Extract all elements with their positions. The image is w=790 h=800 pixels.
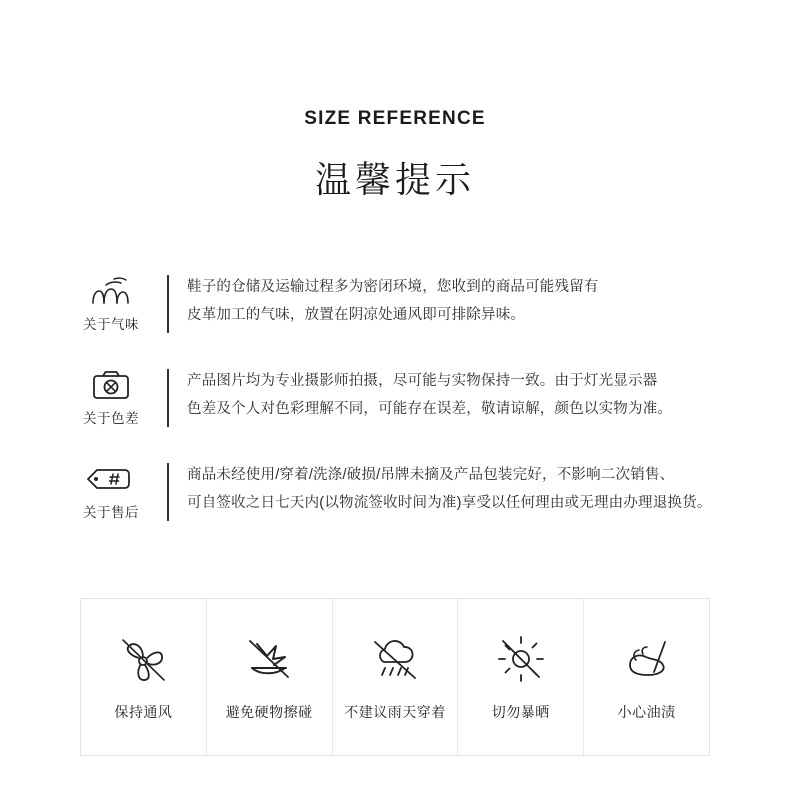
smell-waves-icon	[55, 275, 167, 307]
no-rain-icon	[366, 632, 424, 688]
care-label: 切勿暴晒	[491, 704, 550, 720]
page-title-cn: 温馨提示	[314, 159, 475, 200]
note-icon-column	[55, 273, 167, 333]
care-instructions-grid	[80, 598, 710, 756]
note-text	[187, 461, 750, 517]
care-label: 小心油渍	[617, 704, 676, 720]
oil-stain-icon	[616, 632, 678, 688]
no-sharp-object-icon	[240, 632, 298, 688]
note-row	[55, 273, 750, 335]
note-text-line: 鞋子的仓储及运输过程多为密闭环境，您收到的商品可能残留有	[187, 279, 599, 295]
care-cell	[458, 599, 584, 755]
price-tag-icon	[55, 463, 167, 495]
note-text-line: 可自签收之日七天内(以物流签收时间为准)享受以任何理由或无理由办理退换货。	[187, 495, 712, 511]
page-header	[0, 0, 790, 203]
note-caption: 关于色差	[83, 411, 139, 426]
note-text-line: 商品未经使用/穿着/洗涤/破损/吊牌未摘及产品包装完好，不影响二次销售、	[187, 467, 675, 483]
care-cell	[584, 599, 709, 755]
note-text-line: 色差及个人对色彩理解不同，可能存在误差，敬请谅解，颜色以实物为准。	[187, 401, 673, 417]
note-divider	[167, 369, 169, 427]
care-cell	[333, 599, 459, 755]
care-label: 不建议雨天穿着	[344, 704, 446, 720]
note-icon-column	[55, 367, 167, 427]
camera-icon	[55, 369, 167, 401]
note-caption: 关于气味	[83, 317, 139, 332]
note-divider	[167, 275, 169, 333]
care-label: 避免硬物擦碰	[225, 704, 313, 720]
care-label: 保持通风	[114, 704, 173, 720]
note-row	[55, 367, 750, 429]
care-cell	[81, 599, 207, 755]
note-divider	[167, 463, 169, 521]
fan-ventilation-icon	[114, 632, 172, 688]
note-text	[187, 273, 750, 329]
care-cell	[207, 599, 333, 755]
note-text-line: 皮革加工的气味，放置在阴凉处通风即可排除异味。	[187, 307, 526, 323]
note-caption: 关于售后	[83, 505, 139, 520]
note-text	[187, 367, 750, 423]
no-sun-exposure-icon	[492, 632, 550, 688]
note-row	[55, 461, 750, 523]
notes-section	[0, 273, 790, 523]
note-text-line: 产品图片均为专业摄影师拍摄，尽可能与实物保持一致。由于灯光显示器	[187, 373, 658, 389]
note-icon-column	[55, 461, 167, 521]
page-title-en: SIZE REFERENCE	[304, 108, 486, 129]
